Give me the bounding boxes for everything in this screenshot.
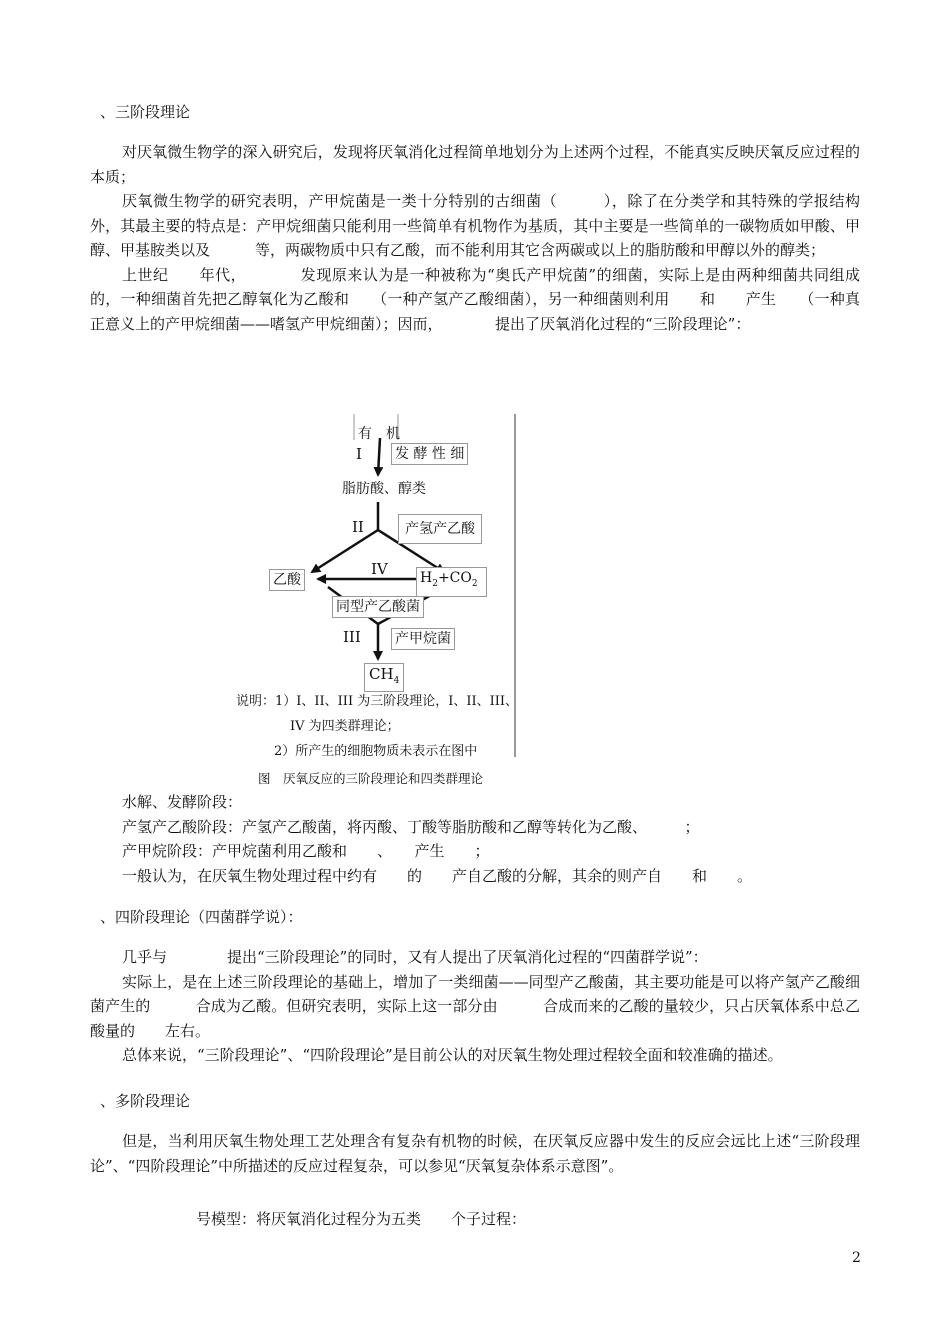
- section-heading-four-stage: 、四阶段理论（四菌群学说）：: [100, 908, 303, 926]
- section1-body: [90, 140, 860, 336]
- label-acetic-acid: 乙酸: [269, 569, 305, 591]
- diagram-note-1: 说明：1）I、II、III 为三阶段理论，I、II、III、: [236, 694, 519, 709]
- diagram-note-2: IV 为四类群理论；: [290, 719, 400, 734]
- label-organic: 有 机: [358, 426, 400, 442]
- label-stage-1: I: [356, 445, 362, 463]
- section-heading-multi-stage: 、多阶段理论: [100, 1092, 191, 1110]
- diagram-caption: 图 厌氧反应的三阶段理论和四类群理论: [258, 771, 484, 786]
- label-h2-co2: $H_2+CO_2$: [416, 567, 487, 597]
- model-line: 号模型：将厌氧消化过程分为五类 个子过程：: [196, 1210, 527, 1228]
- section2-body: [90, 945, 860, 1068]
- label-stage-2: II: [352, 518, 364, 536]
- label-stage-4: IV: [371, 560, 388, 578]
- label-homoacetogen: 同型产乙酸菌: [332, 596, 424, 618]
- section3-body: [90, 1129, 860, 1178]
- paragraph: 实际上，是在上述三阶段理论的基础上，增加了一类细菌——同型产乙酸菌，其主要功能是可以将产氢产乙酸细菌产生的 合成为乙酸。但研究表明，实际上这一部分由 合成而来的乙酸的量较少，只占厌氧体系中总乙酸量的 左右。: [90, 972, 860, 1040]
- stage-item: 产甲烷阶段：产甲烷菌利用乙酸和 、 产生 ；: [122, 842, 490, 860]
- label-methanogen: 产甲烷菌: [391, 628, 455, 650]
- label-methane: $CH_4$: [364, 663, 404, 692]
- anaerobic-stage-diagram: [228, 412, 538, 792]
- paragraph: 对厌氧微生物学的深入研究后，发现将厌氧消化过程简单地划分为上述两个过程，不能真实反映厌氧反应过程的本质；: [90, 143, 860, 186]
- stage-item: 产氢产乙酸阶段：产氢产乙酸菌，将丙酸、丁酸等脂肪酸和乙醇等转化为乙酸、 ；: [122, 817, 700, 836]
- paragraph: 但是，当利用厌氧生物处理工艺处理含有复杂有机物的时候，在厌氧反应器中发生的反应会远比上述“三阶段理论”、“四阶段理论”中所描述的反应过程复杂，可以参见“厌氧复杂体系示意图”。: [90, 1132, 860, 1175]
- section-heading-three-stage: 、三阶段理论: [100, 103, 191, 121]
- stage-item: 一般认为，在厌氧生物处理过程中约有 的 产自乙酸的分解，其余的则产自 和 。: [122, 866, 753, 885]
- label-h2-acetogen: 产氢产乙酸: [398, 514, 482, 544]
- paragraph: 总体来说，“三阶段理论”、“四阶段理论”是目前公认的对厌氧生物处理过程较全面和较准确的描述。: [122, 1046, 783, 1064]
- label-fermentative-bacteria: 发 酵 性 细: [391, 443, 468, 465]
- label-stage-3: III: [343, 628, 361, 646]
- diagram-note-3: 2）所产生的细胞物质未表示在图中: [274, 744, 478, 759]
- paragraph: 几乎与 提出“三阶段理论”的同时，又有人提出了厌氧消化过程的“四菌群学说”：: [122, 948, 708, 966]
- paragraph: 上世纪 年代， 发现原来认为是一种被称为“奥氏产甲烷菌”的细菌，实际上是由两种细菌共同组成的，一种细菌首先把乙醇氧化为乙酸和 （一种产氢产乙酸细菌），另一种细菌则利用 和 产生 （一种真正意义上的产甲烷细菌——嗜氢产甲烷细菌）；因而， 提出了厌氧消化过程的“三阶段理论”：: [90, 265, 860, 333]
- stage-list: [122, 790, 862, 888]
- paragraph: 厌氧微生物学的研究表明，产甲烷菌是一类十分特别的古细菌（ ），除了在分类学和其特殊的学报结构外，其最主要的特点是：产甲烷细菌只能利用一些简单有机物作为基质，其中主要是一些简单的一碳物质如甲酸、甲醇、甲基胺类以及 等，两碳物质中只有乙酸，而不能利用其它含两碳或以上的脂肪酸和甲醇以外的醇类；: [90, 192, 860, 259]
- arrow-stage-1: [378, 438, 380, 475]
- arrow-to-acetic: [312, 530, 378, 572]
- label-fatty-acids: 脂肪酸、醇类: [338, 478, 430, 500]
- page-number: 2: [852, 1250, 861, 1266]
- stage-item: 水解、发酵阶段：: [122, 793, 243, 811]
